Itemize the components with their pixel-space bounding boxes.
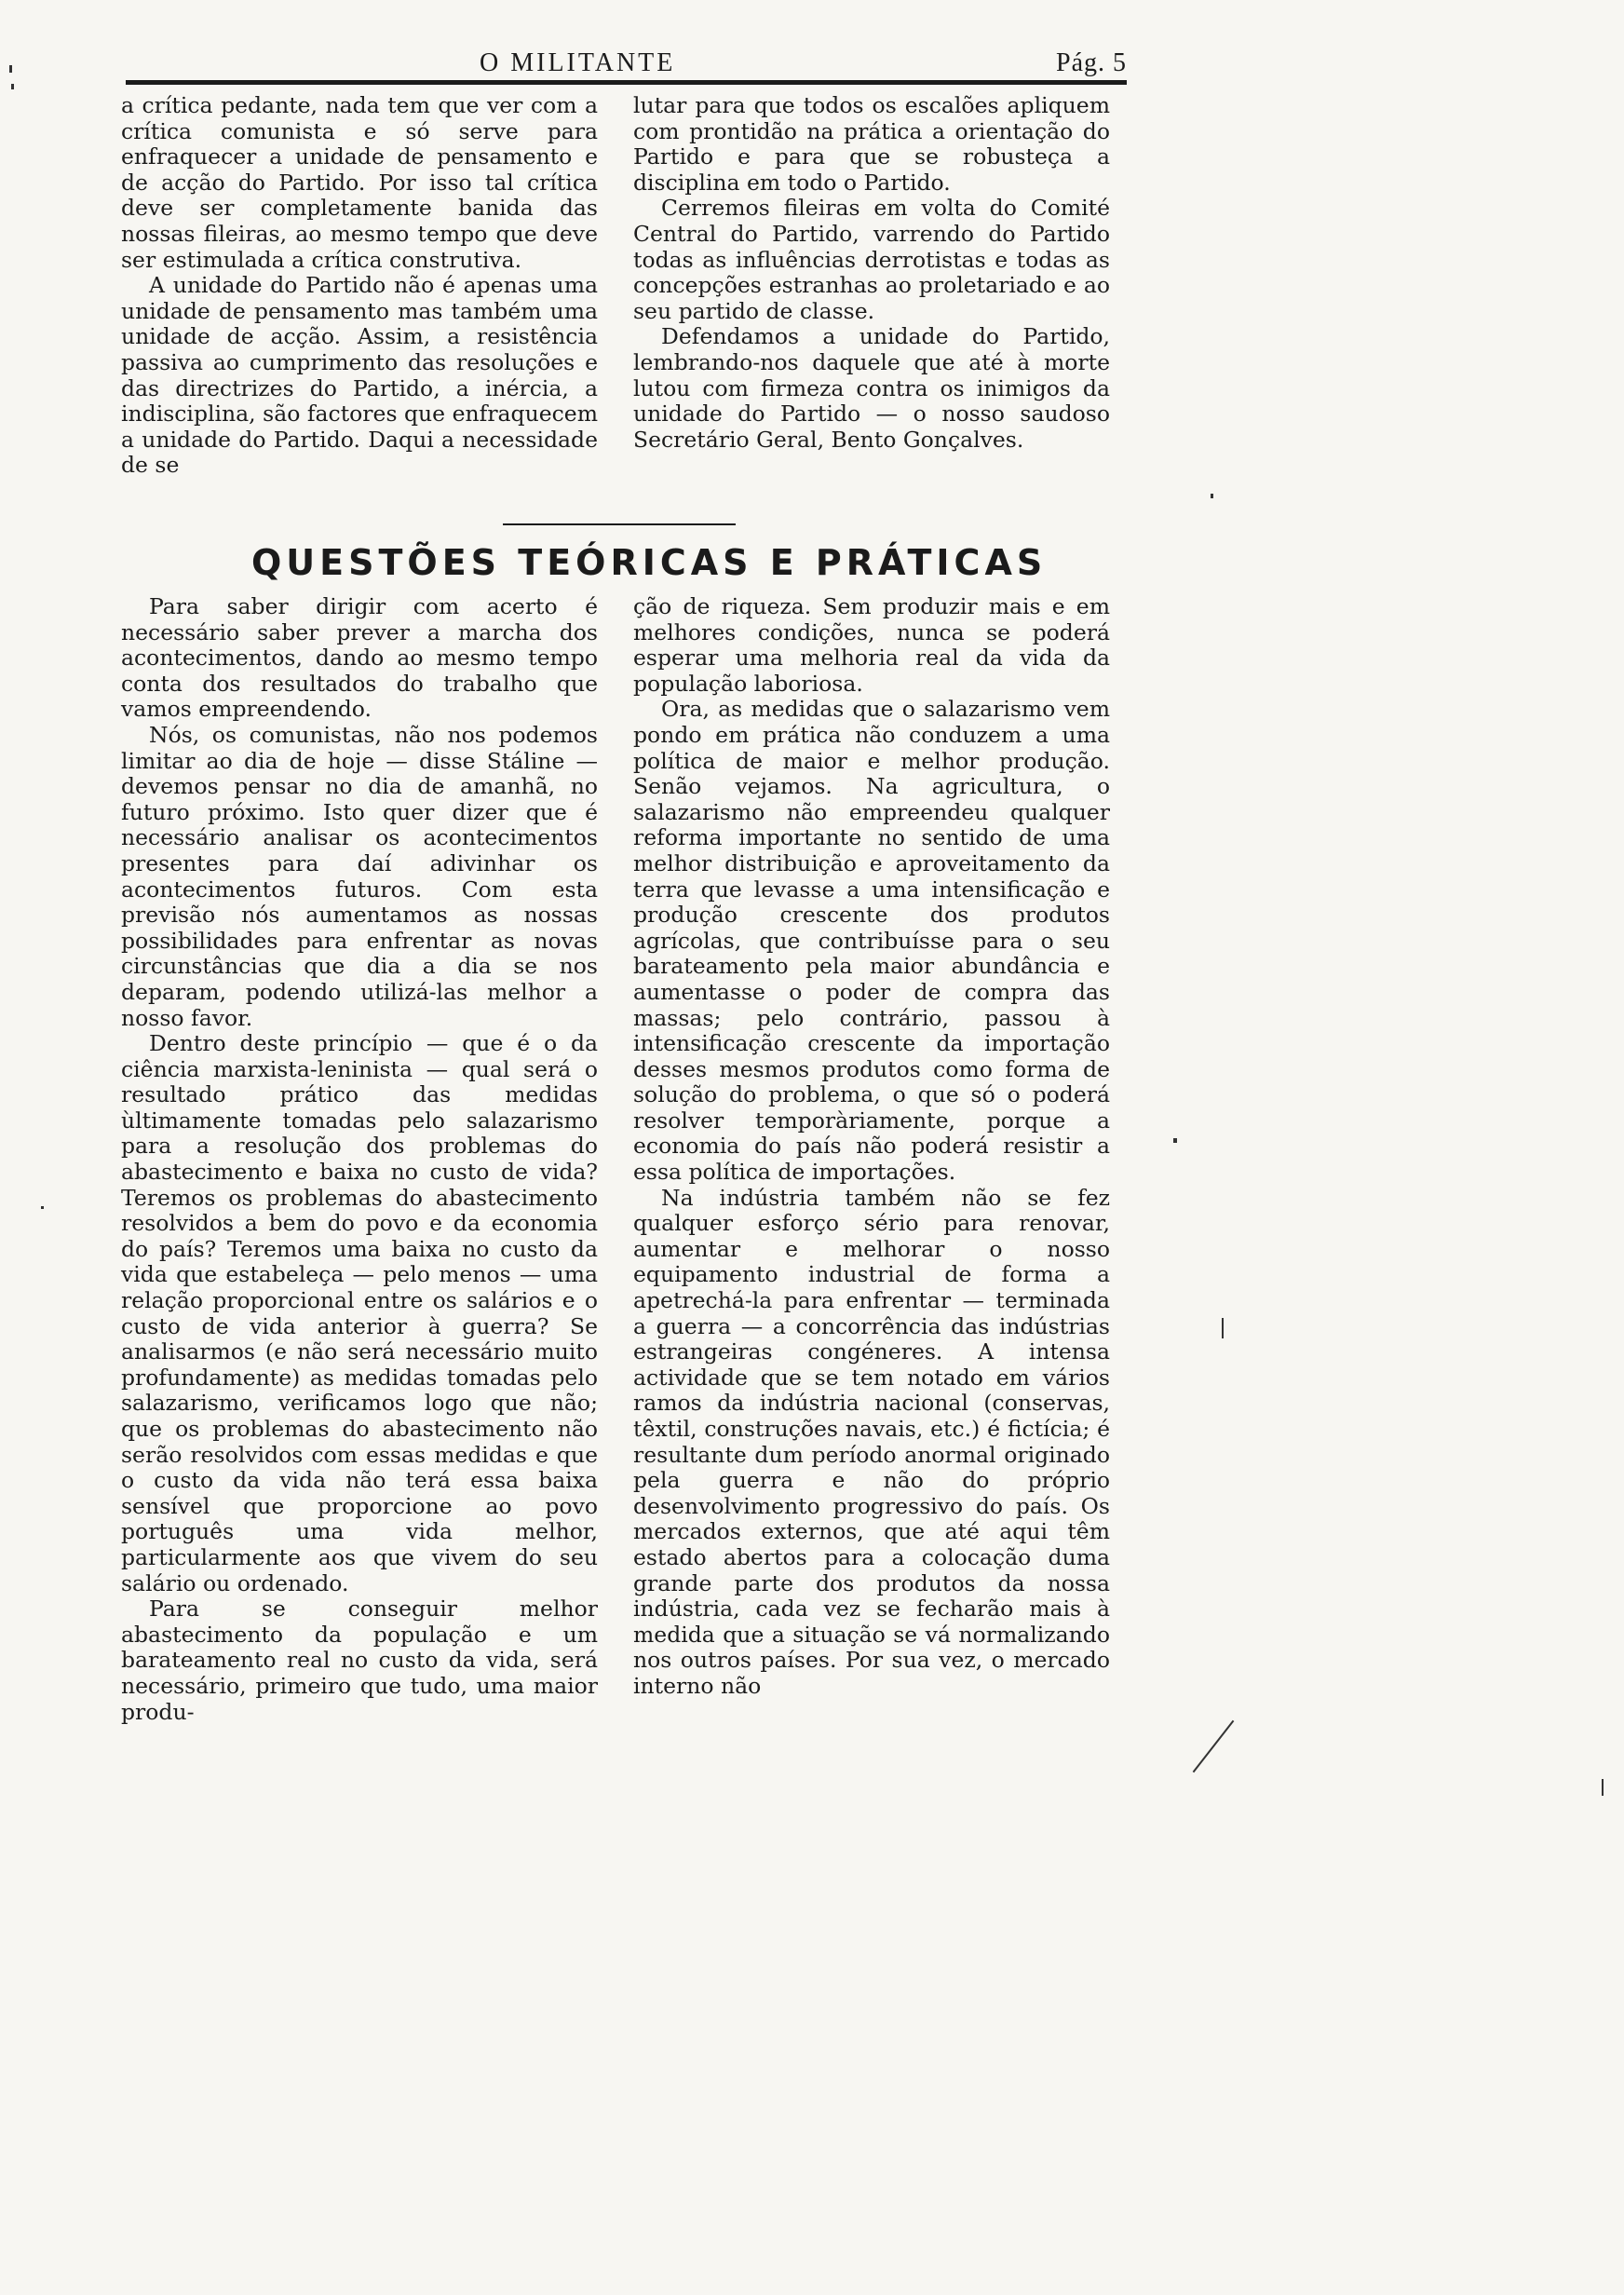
paragraph: Dentro deste princípio — que é o da ciência marxista-leninista — qual será o resultado prático das medidas ùltimamente tomadas pelo salazarismo para a resolução dos problemas do abastecimento e baixa no custo de vida? Teremos os problemas do abastecimento resolvidos a bem do povo e da economia do país? Teremos uma baixa no custo da vida que estabeleça — pelo menos — uma relação proporcional entre os salários e o custo de vida anterior à guerra? Se analisarmos (e não será necessário muito profundamente) as medidas tomadas pelo salazarismo, verificamos logo que não; que os problemas do abastecimento não serão resolvidos com essas medidas e que o custo da vida não terá essa baixa sensível que proporcione ao povo português uma vida melhor, particularmente aos que vivem do seu salário ou ordenado. xyxy=(121,1030,598,1596)
paragraph: a crítica pedante, nada tem que ver com a crítica comunista e só serve para enfraquecer a unidade de pensamento e de acção do Partido. Por isso tal crítica deve ser completamente banida das nossas fileiras, ao mesmo tempo que deve ser estimulada a crítica construtiva. xyxy=(121,92,598,273)
section-separator xyxy=(503,523,736,525)
scan-speck xyxy=(41,1206,44,1209)
scan-speck xyxy=(1173,1138,1177,1143)
paragraph: Para saber dirigir com acerto é necessário saber prever a marcha dos acontecimentos, dando ao mesmo tempo conta dos resultados do trabalho que vamos empreendendo. xyxy=(121,593,598,723)
left-column xyxy=(121,594,598,1725)
paragraph: A unidade do Partido não é apenas uma unidade de pensamento mas também uma unidade de acção. Assim, a resistência passiva ao cumprimento das resoluções e das directrizes do Partido, a inércia, a indisciplina, são factores que enfraquecem a unidade do Partido. Daqui a necessidade de se xyxy=(121,272,598,479)
scan-speck xyxy=(1602,1779,1604,1796)
publication-title: O MILITANTE xyxy=(480,48,676,77)
paragraph: Cerremos fileiras em volta do Comité Central do Partido, varrendo do Partido todas as influências derrotistas e todas as concepções estranhas ao proletariado e ao seu partido de classe. xyxy=(633,195,1110,324)
header-rule xyxy=(126,80,1127,85)
section-title: QUESTÕES TEÓRICAS E PRÁTICAS xyxy=(251,542,1048,583)
paragraph: Defendamos a unidade do Partido, lembrando-nos daquele que até à morte lutou com firmeza contra os inimigos da unidade do Partido — o nosso saudoso Secretário Geral, Bento Gonçalves. xyxy=(633,323,1110,453)
right-column xyxy=(633,594,1110,1700)
top-left-column xyxy=(121,93,598,479)
paragraph: Nós, os comunistas, não nos podemos limitar ao dia de hoje — disse Stáline — devemos pensar no dia de amanhã, no futuro próximo. Isto quer dizer que é necessário analisar os acontecimentos presentes para daí adivinhar os acontecimentos futuros. Com esta previsão nós aumentamos as nossas possibilidades para enfrentar as novas circunstâncias que dia a dia se nos deparam, podendo utilizá-las melhor a nosso favor. xyxy=(121,721,598,1031)
paragraph: ção de riqueza. Sem produzir mais e em melhores condições, nunca se poderá esperar uma melhoria real da vida da população laboriosa. xyxy=(633,593,1110,697)
scan-speck xyxy=(1222,1318,1224,1338)
paragraph: Para se conseguir melhor abastecimento da população e um barateamento real no custo da vida, será necessário, primeiro que tudo, uma maior produ- xyxy=(121,1596,598,1725)
top-right-column xyxy=(633,93,1110,453)
scan-speck xyxy=(11,84,14,89)
paragraph: Na indústria também não se fez qualquer esforço sério para renovar, aumentar e melhorar o nosso equipamento industrial de forma a apetrechá-la para enfrentar — terminada a guerra — a concorrência das indústrias estrangeiras congéneres. A intensa actividade que se tem notado em vários ramos da indústria nacional (conservas, têxtil, construções navais, etc.) é fictícia; é resultante dum período anormal originado pela guerra e não do próprio desenvolvimento progressivo do país. Os mercados externos, que até aqui têm estado abertos para a colocação duma grande parte dos produtos da nossa indústria, cada vez se fecharão mais à medida que a situação se vá normalizando nos outros países. Por sua vez, o mercado interno não xyxy=(633,1184,1110,1699)
scan-pen-stroke xyxy=(1193,1720,1235,1772)
page-header xyxy=(126,48,1127,82)
scan-speck xyxy=(9,65,12,73)
scan-speck xyxy=(1211,494,1213,498)
paragraph: lutar para que todos os escalões apliquem com prontidão na prática a orientação do Partido e para que se robusteça a disciplina em todo o Partido. xyxy=(633,92,1110,196)
paragraph: Ora, as medidas que o salazarismo vem pondo em prática não conduzem a uma política de maior e melhor produção. Senão vejamos. Na agricultura, o salazarismo não empreendeu qualquer reforma importante no sentido de uma melhor distribuição e aproveitamento da terra que levasse a uma intensificação e produção crescente dos produtos agrícolas, que contribuísse para o seu barateamento pela maior abundância e aumentasse o poder de compra das massas; pelo contrário, passou à intensificação crescente da importação desses mesmos produtos como forma de solução do problema, o que só o poderá resolver temporàriamente, porque a economia do país não poderá resistir a essa política de importações. xyxy=(633,696,1110,1186)
page-number: Pág. 5 xyxy=(1056,48,1127,77)
